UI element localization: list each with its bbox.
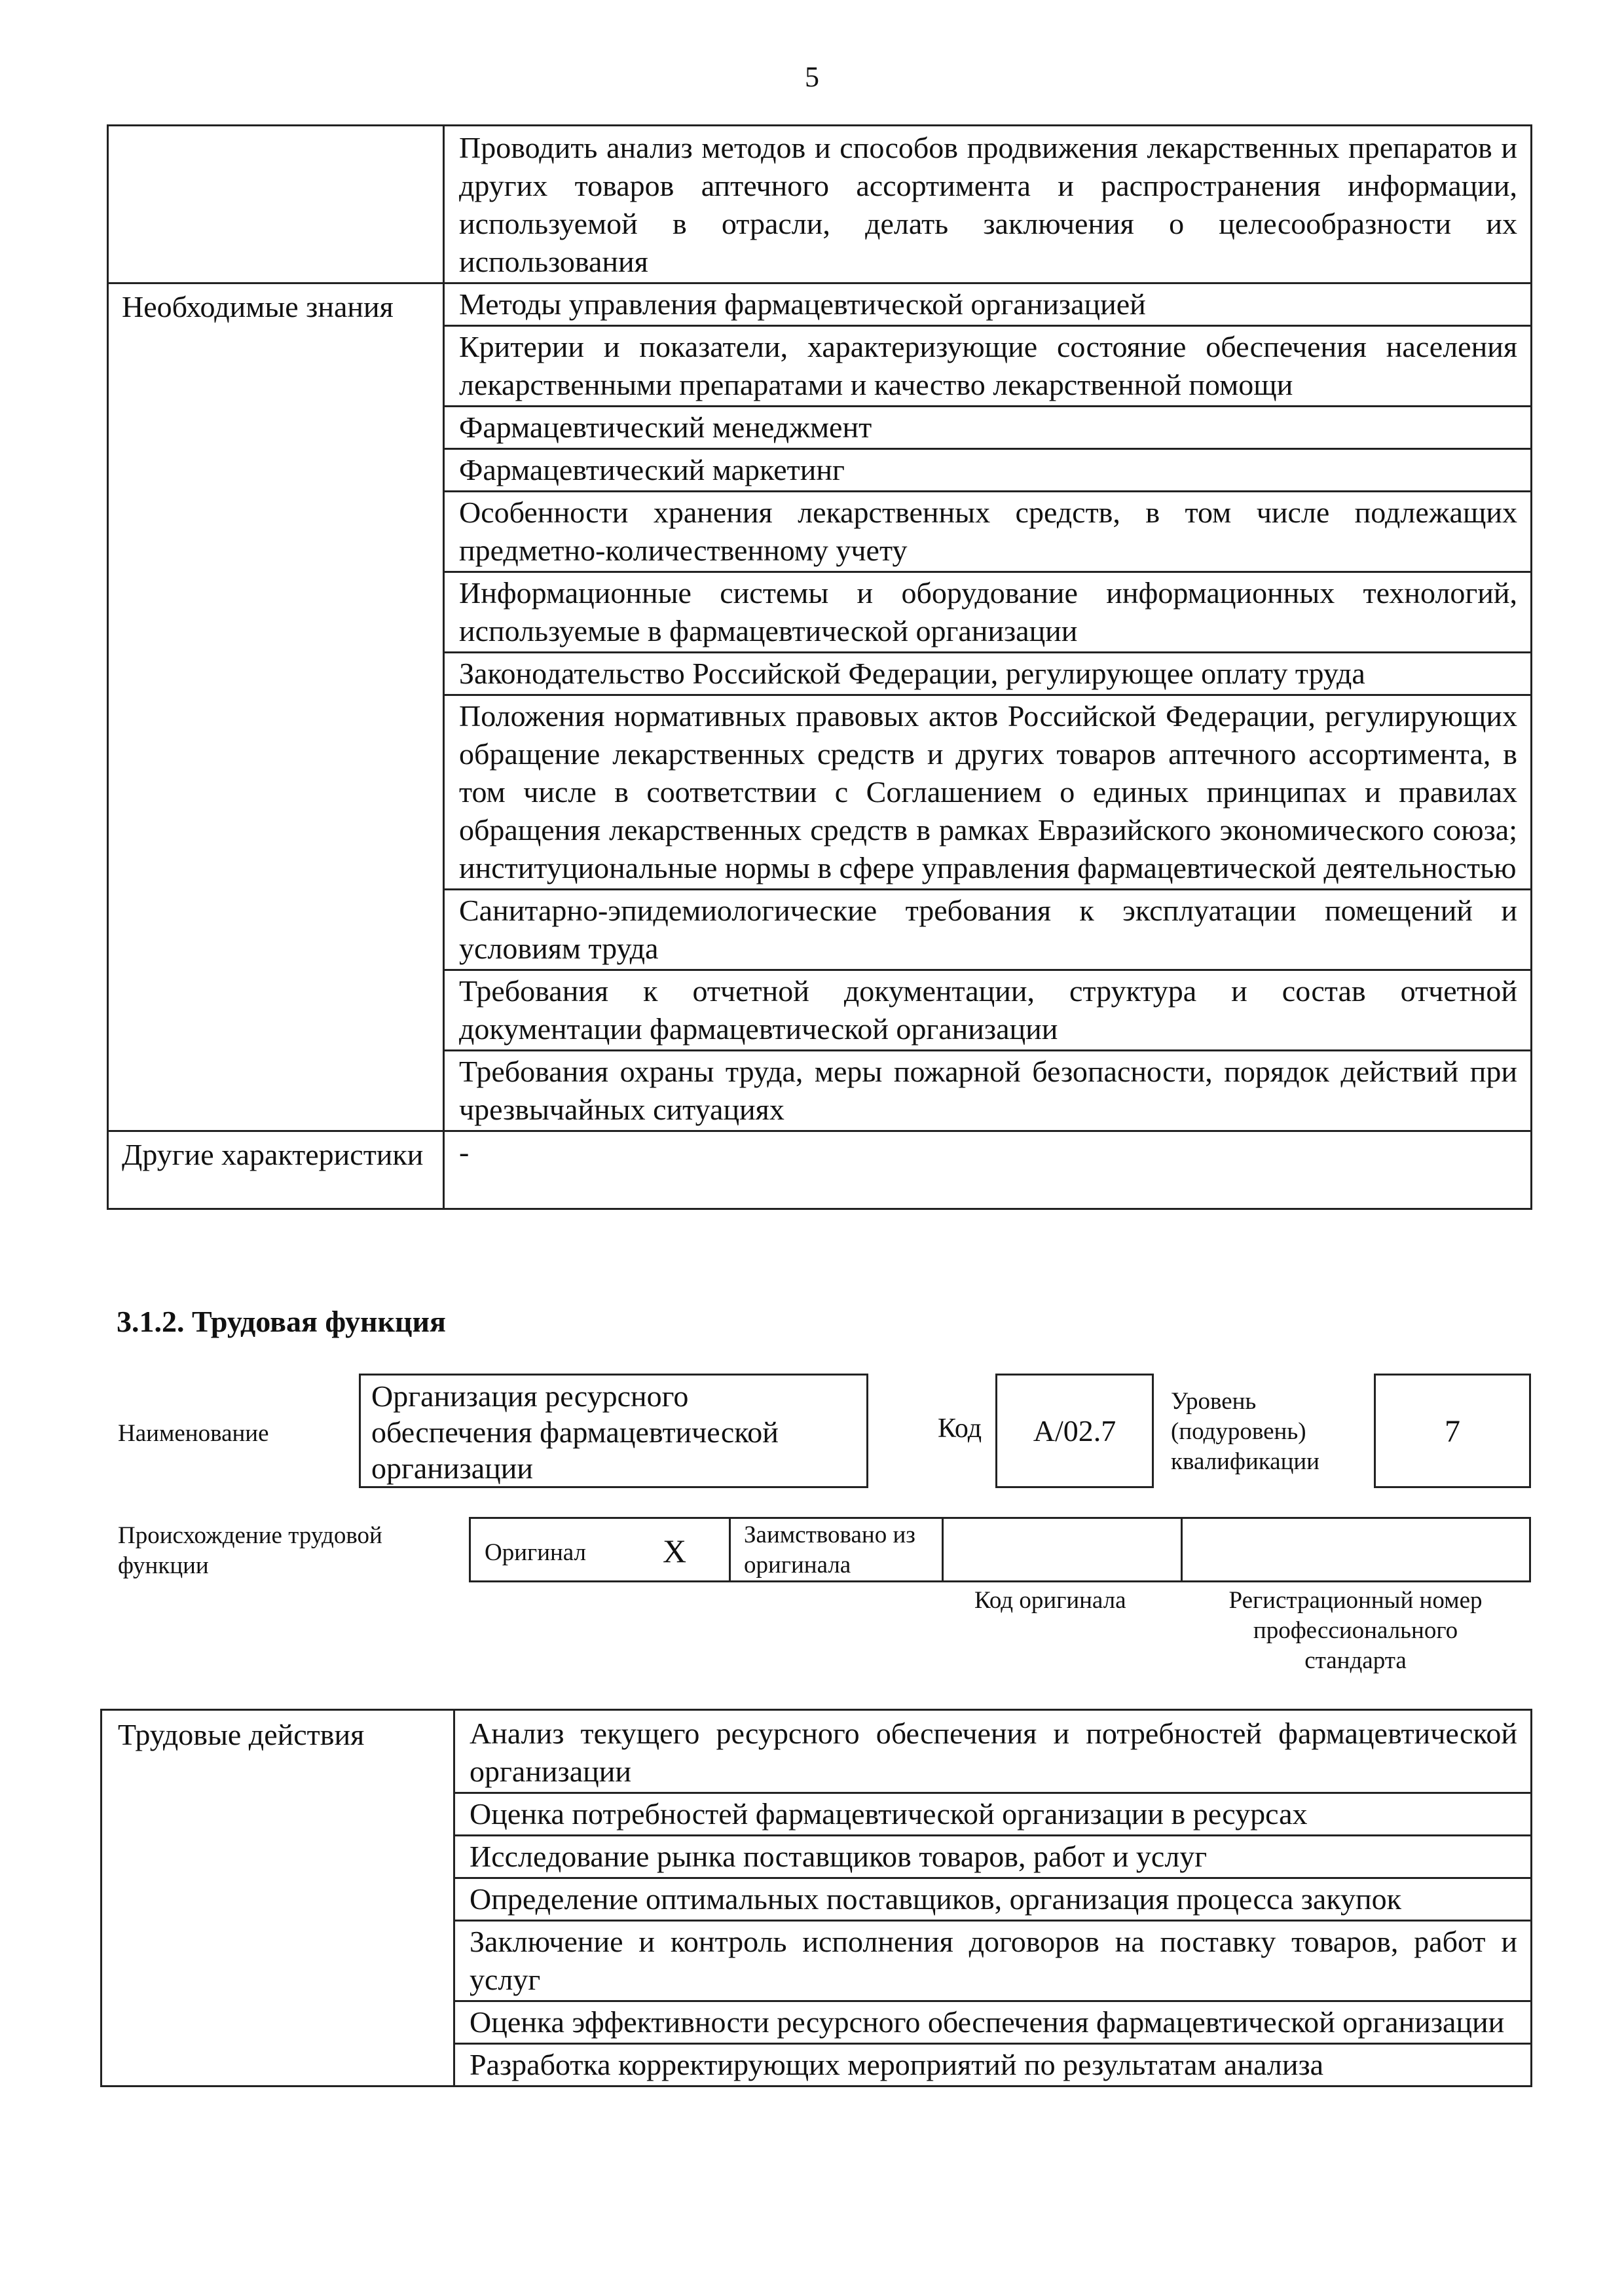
knowledge-item: Методы управления фармацевтической организацией (444, 283, 1532, 326)
code-original-caption: Код оригинала (974, 1587, 1126, 1614)
function-name-box (359, 1374, 868, 1488)
action-item: Оценка потребностей фармацевтической организации в ресурсах (454, 1793, 1532, 1836)
page-number: 5 (805, 61, 819, 93)
action-item: Анализ текущего ресурсного обеспечения и потребностей фармацевтической организации (454, 1710, 1532, 1793)
knowledge-item: Санитарно-эпидемиологические требования к эксплуатации помещений и условиям труда (444, 890, 1532, 970)
knowledge-item: Особенности хранения лекарственных средств, в том числе подлежащих предметно-количественному учету (444, 492, 1532, 572)
action-item: Разработка корректирующих мероприятий по результатам анализа (454, 2044, 1532, 2086)
knowledge-item: Требования охраны труда, меры пожарной безопасности, порядок действий при чрезвычайных ситуациях (444, 1051, 1532, 1131)
origin-divider (729, 1517, 731, 1582)
origin-divider (1181, 1517, 1183, 1582)
action-item: Исследование рынка поставщиков товаров, работ и услуг (454, 1836, 1532, 1878)
name-label: Наименование (118, 1420, 269, 1447)
function-name: Организация ресурсного обеспечения фармацевтической организации (371, 1379, 779, 1485)
skill-item: Проводить анализ методов и способов продвижения лекарственных препаратов и других товаров аптечного ассортимента и распространения информации, используемой в отрасли, делать заключения о целесообразности их использования (444, 126, 1532, 283)
level-value: 7 (1445, 1414, 1460, 1449)
knowledge-table (107, 124, 1532, 1210)
knowledge-item: Законодательство Российской Федерации, регулирующее оплату труда (444, 653, 1532, 695)
knowledge-item: Информационные системы и оборудование информационных технологий, используемые в фармацевтической организации (444, 572, 1532, 653)
level-box (1374, 1374, 1531, 1488)
original-mark: X (663, 1533, 687, 1569)
borrowed-label: Заимствовано из оригинала (744, 1522, 915, 1578)
empty-label-cell (108, 126, 444, 283)
knowledge-item: Критерии и показатели, характеризующие состояние обеспечения населения лекарственными препаратами и качество лекарственной помощи (444, 326, 1532, 407)
knowledge-item: Положения нормативных правовых актов Российской Федерации, регулирующих обращение лекарственных средств и других товаров аптечного ассортимента, в том числе в соответствии с Соглашением о единых принципах и правилах обращения лекарственных средств в рамках Евразийского экономического союза; институциональные нормы в сфере управления фармацевтической деятельностью (444, 695, 1532, 890)
level-label: Уровень (подуровень) квалификации (1171, 1388, 1320, 1475)
action-item: Оценка эффективности ресурсного обеспечения фармацевтической организации (454, 2001, 1532, 2044)
other-characteristics-value: - (444, 1131, 1532, 1209)
origin-divider (942, 1517, 944, 1582)
code-box (995, 1374, 1154, 1488)
knowledge-item: Фармацевтический маркетинг (444, 449, 1532, 492)
action-item: Заключение и контроль исполнения договоров на поставку товаров, работ и услуг (454, 1921, 1532, 2001)
origin-label: Происхождение трудовой функции (118, 1522, 382, 1579)
knowledge-label: Необходимые знания (108, 283, 444, 1131)
action-item: Определение оптимальных поставщиков, организация процесса закупок (454, 1878, 1532, 1921)
code-label: Код (938, 1413, 982, 1444)
reg-number-caption: Регистрационный номер профессионального стандарта (1228, 1587, 1483, 1674)
actions-label: Трудовые действия (101, 1710, 454, 2086)
original-label: Оригинал (485, 1539, 587, 1566)
actions-table (100, 1709, 1532, 2087)
other-characteristics-label: Другие характеристики (108, 1131, 444, 1209)
origin-table (469, 1517, 1531, 1582)
code-value: A/02.7 (1033, 1414, 1116, 1448)
section-heading: 3.1.2. Трудовая функция (117, 1305, 446, 1338)
knowledge-item: Фармацевтический менеджмент (444, 407, 1532, 449)
knowledge-item: Требования к отчетной документации, структура и состав отчетной документации фармацевтической организации (444, 970, 1532, 1051)
